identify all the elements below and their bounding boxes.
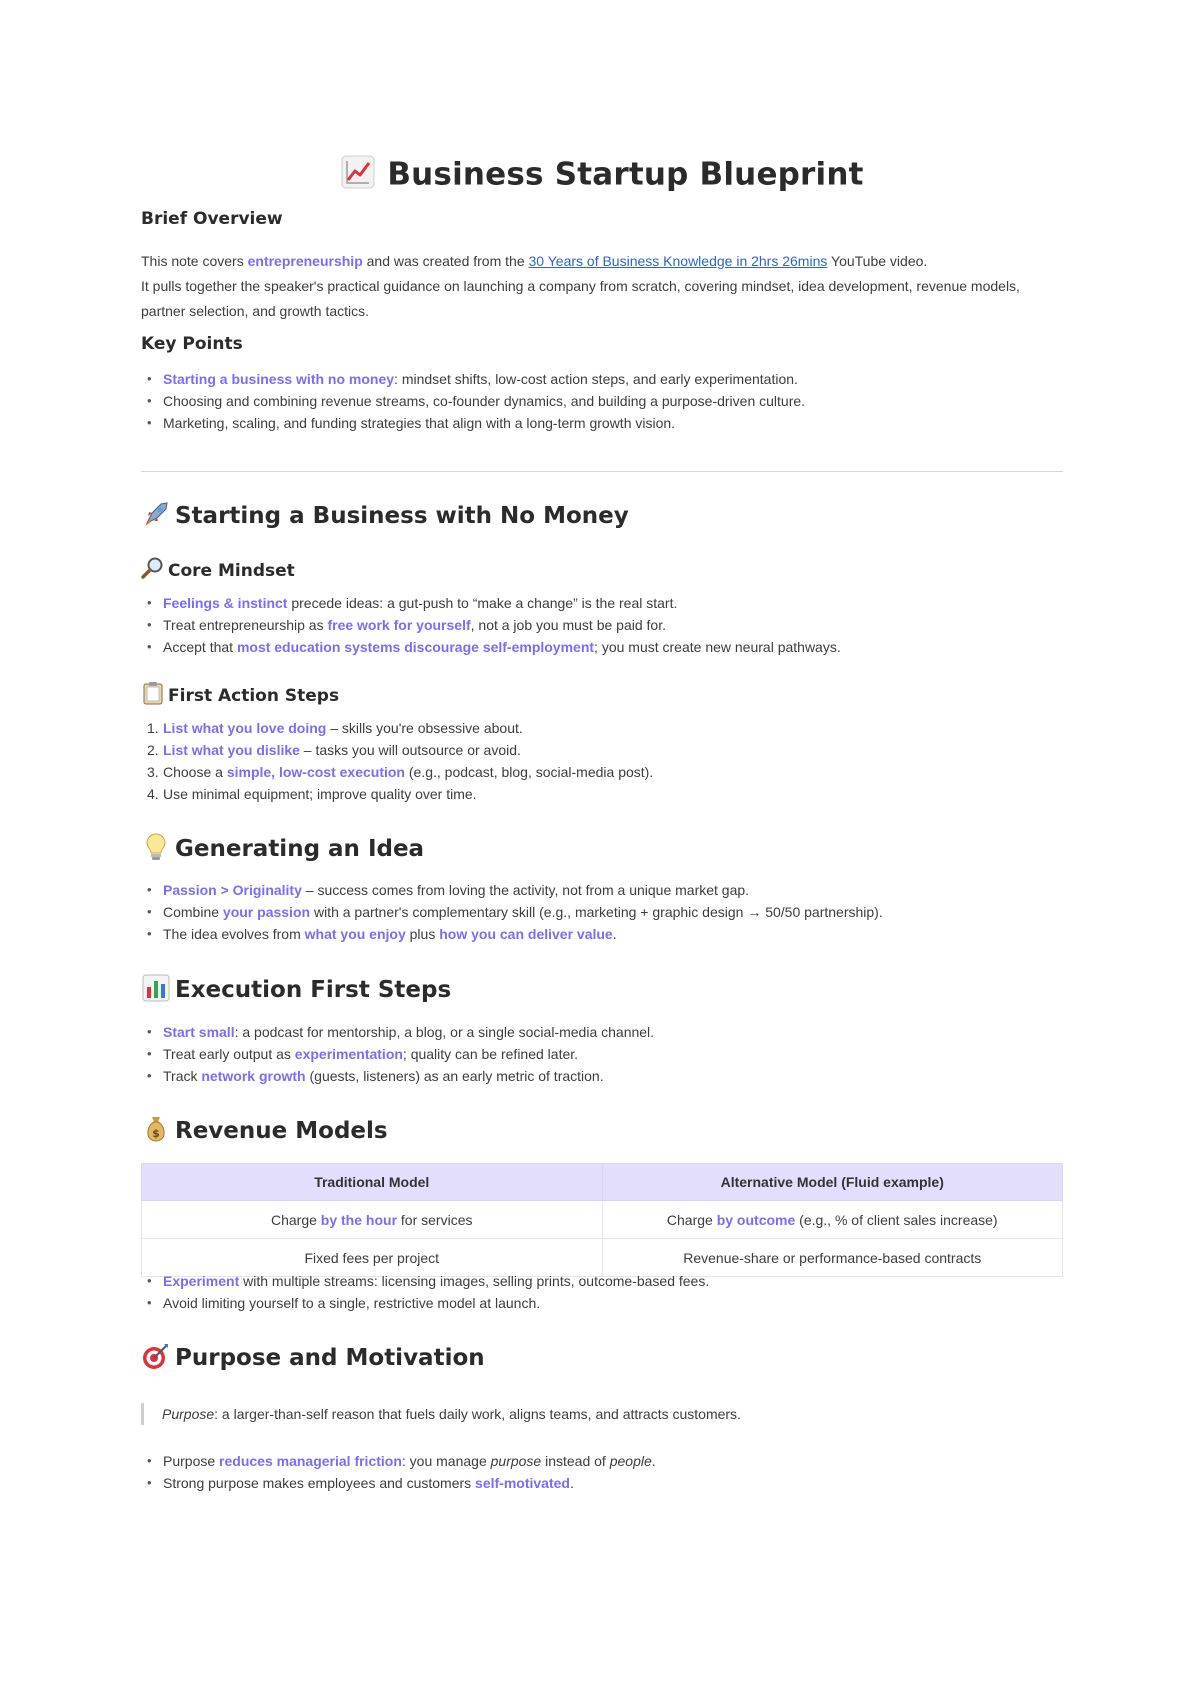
- magnifying-glass-icon: [141, 556, 168, 585]
- overview-heading: Brief Overview: [141, 209, 283, 229]
- list-item: 4. Use minimal equipment; improve quality over time.: [147, 786, 477, 802]
- list-item: 3. Choose a simple, low-cost execution (e.g., podcast, blog, social-media post).: [147, 764, 654, 780]
- overview-text: This note covers entrepreneurship and was created from the 30 Years of Business Knowledge in 2hrs 26mins YouTube video. It pulls together the speaker's practical guidance on launching a company from scratch, covering mindset, idea development, revenue models, partner selection, and growth tactics.: [141, 249, 1063, 324]
- list-item: • Feelings & instinct precede ideas: a gut-push to “make a change” is the real start.: [163, 592, 1063, 614]
- list-item: 1. List what you love doing – skills you're obsessive about.: [147, 720, 523, 736]
- list-item: • Choosing and combining revenue streams, co-founder dynamics, and building a purpose-driven culture.: [163, 390, 1063, 412]
- column-header: Alternative Model (Fluid example): [602, 1164, 1063, 1201]
- page-title-text: Business Startup Blueprint: [387, 156, 864, 193]
- table-row: [142, 1201, 1063, 1239]
- list-item: • Accept that most education systems discourage self-employment; you must create new neural pathways.: [163, 636, 1063, 658]
- chart-increasing-icon: [340, 154, 376, 198]
- list-item: • Combine your passion with a partner's complementary skill (e.g., marketing + graphic design → 50/50 partnership).: [163, 901, 1063, 923]
- idea-list: [163, 879, 1063, 945]
- divider: [141, 471, 1063, 472]
- key-points-heading: Key Points: [141, 334, 243, 354]
- section-heading-execution: Execution First Steps: [141, 973, 451, 1009]
- table-cell: Revenue-share or performance-based contracts: [602, 1239, 1063, 1277]
- rocket-icon: [141, 499, 175, 535]
- bar-chart-icon: [141, 973, 175, 1009]
- list-item: • Starting a business with no money: mindset shifts, low-cost action steps, and early experimentation.: [163, 368, 1063, 390]
- light-bulb-icon: [141, 832, 175, 868]
- purpose-quote: Purpose: a larger-than-self reason that fuels daily work, aligns teams, and attracts customers.: [141, 1403, 1062, 1425]
- list-item: • Avoid limiting yourself to a single, restrictive model at launch.: [163, 1292, 1063, 1314]
- list-item: 2. List what you dislike – tasks you will outsource or avoid.: [147, 742, 521, 758]
- list-item: • Start small: a podcast for mentorship, a blog, or a single social-media channel.: [163, 1021, 1063, 1043]
- revenue-models-table: [141, 1163, 1063, 1277]
- subsection-heading-core-mindset: Core Mindset: [141, 556, 295, 585]
- svg-text:$: $: [152, 1127, 160, 1140]
- core-mindset-list: [163, 592, 1063, 658]
- subsection-heading-first-action-steps: First Action Steps: [141, 681, 339, 710]
- purpose-list: [163, 1450, 1063, 1494]
- list-item: • Passion > Originality – success comes from loving the activity, not from a unique market gap.: [163, 879, 1063, 901]
- list-item: • The idea evolves from what you enjoy plus how you can deliver value.: [163, 923, 1063, 945]
- list-item: • Track network growth (guests, listeners) as an early metric of traction.: [163, 1065, 1063, 1087]
- highlight: entrepreneurship: [247, 253, 363, 269]
- section-heading-purpose: Purpose and Motivation: [141, 1341, 485, 1377]
- page-title: [141, 154, 1063, 198]
- column-header: Traditional Model: [142, 1164, 603, 1201]
- table-cell: Fixed fees per project: [142, 1239, 603, 1277]
- section-heading-no-money: Starting a Business with No Money: [141, 499, 629, 535]
- first-action-steps-list: [147, 717, 1063, 805]
- key-points-list: [163, 368, 1063, 434]
- list-item: • Purpose reduces managerial friction: you manage purpose instead of people.: [163, 1450, 1063, 1472]
- overview-summary: It pulls together the speaker's practical guidance on launching a company from scratch, covering mindset, idea development, revenue models, partner selection, and growth tactics.: [141, 278, 1020, 319]
- section-heading-generating-idea: Generating an Idea: [141, 832, 424, 868]
- table-cell: Charge by outcome (e.g., % of client sales increase): [602, 1201, 1063, 1239]
- table-header-row: [142, 1164, 1063, 1201]
- execution-list: [163, 1021, 1063, 1087]
- money-bag-icon: [141, 1114, 175, 1150]
- direct-hit-target-icon: [141, 1341, 175, 1377]
- youtube-video-link[interactable]: 30 Years of Business Knowledge in 2hrs 26mins: [528, 253, 828, 269]
- list-item: • Experiment with multiple streams: licensing images, selling prints, outcome-based fees.: [163, 1270, 1063, 1292]
- list-item: • Strong purpose makes employees and customers self-motivated.: [163, 1472, 1063, 1494]
- section-heading-revenue: $ Revenue Models: [141, 1114, 388, 1150]
- clipboard-icon: [141, 681, 168, 710]
- list-item: • Treat entrepreneurship as free work for yourself, not a job you must be paid for.: [163, 614, 1063, 636]
- table-cell: Charge by the hour for services: [142, 1201, 603, 1239]
- list-item: • Treat early output as experimentation; quality can be refined later.: [163, 1043, 1063, 1065]
- revenue-list: [163, 1270, 1063, 1314]
- list-item: • Marketing, scaling, and funding strategies that align with a long-term growth vision.: [163, 412, 1063, 434]
